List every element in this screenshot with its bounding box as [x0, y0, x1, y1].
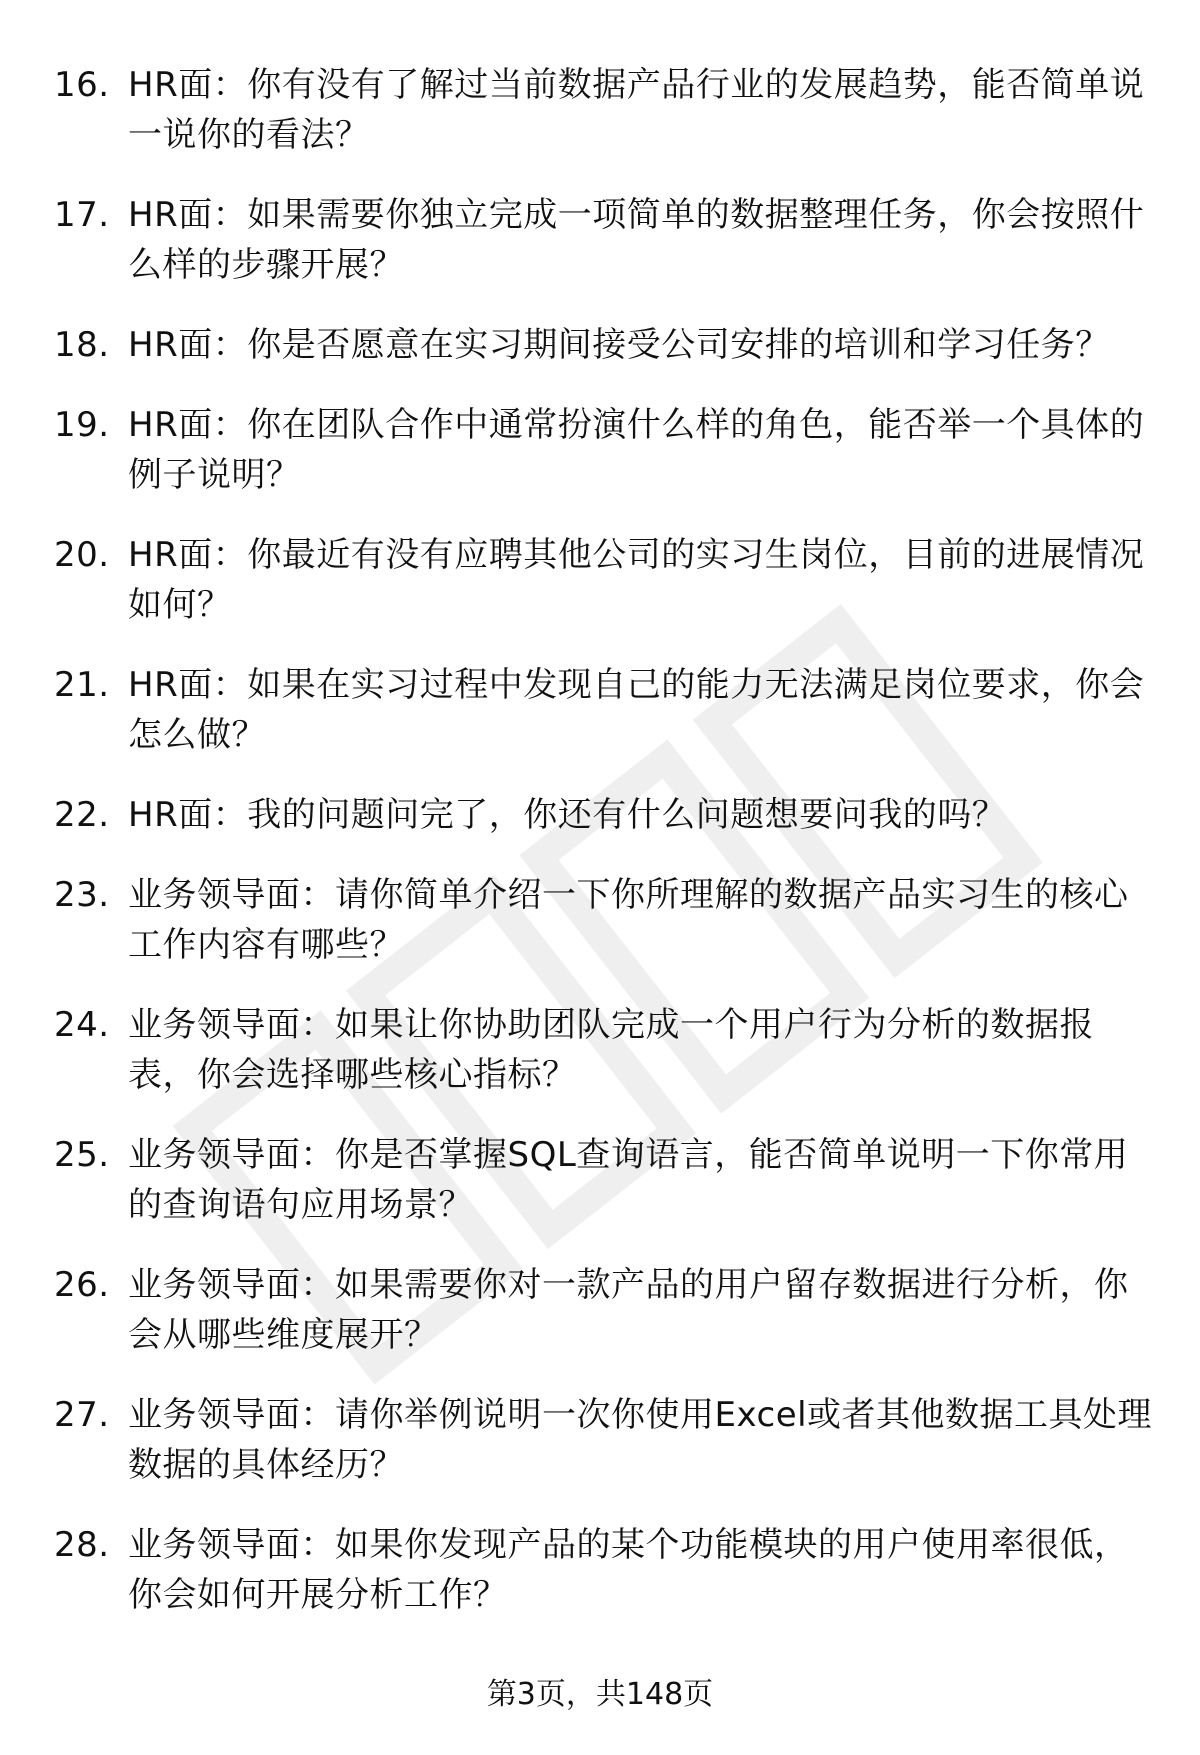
question-number: 20. [54, 535, 110, 575]
question-text: 业务领导面：你是否掌握SQL查询语言，能否简单说明一下你常用的查询语句应用场景？ [128, 1135, 1129, 1225]
question-text: HR面：如果在实习过程中发现自己的能力无法满足岗位要求，你会怎么做？ [128, 665, 1145, 755]
question-number: 27. [54, 1395, 110, 1435]
question-item [0, 320, 1200, 370]
question-number: 22. [54, 795, 110, 835]
question-number: 26. [54, 1265, 110, 1305]
question-text: 业务领导面：如果需要你对一款产品的用户留存数据进行分析，你会从哪些维度展开？ [128, 1265, 1129, 1355]
question-item [0, 1000, 1200, 1100]
question-text: HR面：你在团队合作中通常扮演什么样的角色，能否举一个具体的例子说明？ [128, 405, 1145, 495]
question-item [0, 870, 1200, 970]
question-number: 19. [54, 405, 110, 445]
question-number: 23. [54, 875, 110, 915]
question-text: HR面：你最近有没有应聘其他公司的实习生岗位，目前的进展情况如何？ [128, 535, 1145, 625]
question-list [0, 60, 1200, 1650]
question-text: HR面：我的问题问完了，你还有什么问题想要问我的吗？ [128, 795, 1007, 835]
question-item [0, 1520, 1200, 1620]
question-item [0, 190, 1200, 290]
question-text: 业务领导面：如果让你协助团队完成一个用户行为分析的数据报表，你会选择哪些核心指标？ [128, 1005, 1094, 1095]
question-text: HR面：如果需要你独立完成一项简单的数据整理任务，你会按照什么样的步骤开展？ [128, 195, 1145, 285]
question-item [0, 1130, 1200, 1230]
question-number: 16. [54, 65, 110, 105]
question-item [0, 60, 1200, 160]
page-number-footer: 第3页，共148页 [486, 1677, 714, 1712]
question-item [0, 660, 1200, 760]
question-number: 25. [54, 1135, 110, 1175]
question-number: 17. [54, 195, 110, 235]
question-item [0, 790, 1200, 840]
question-text: 业务领导面：请你举例说明一次你使用Excel或者其他数据工具处理数据的具体经历？ [128, 1395, 1153, 1485]
question-text: 业务领导面：如果你发现产品的某个功能模块的用户使用率很低，你会如何开展分析工作？ [128, 1525, 1129, 1615]
question-number: 21. [54, 665, 110, 705]
question-number: 28. [54, 1525, 110, 1565]
question-item [0, 400, 1200, 500]
question-text: HR面：你是否愿意在实习期间接受公司安排的培训和学习任务？ [128, 325, 1110, 365]
question-item [0, 530, 1200, 630]
question-item [0, 1260, 1200, 1360]
question-text: HR面：你有没有了解过当前数据产品行业的发展趋势，能否简单说一说你的看法？ [128, 65, 1145, 155]
question-item [0, 1390, 1200, 1490]
question-text: 业务领导面：请你简单介绍一下你所理解的数据产品实习生的核心工作内容有哪些？ [128, 875, 1129, 965]
question-number: 18. [54, 325, 110, 365]
question-number: 24. [54, 1005, 110, 1045]
